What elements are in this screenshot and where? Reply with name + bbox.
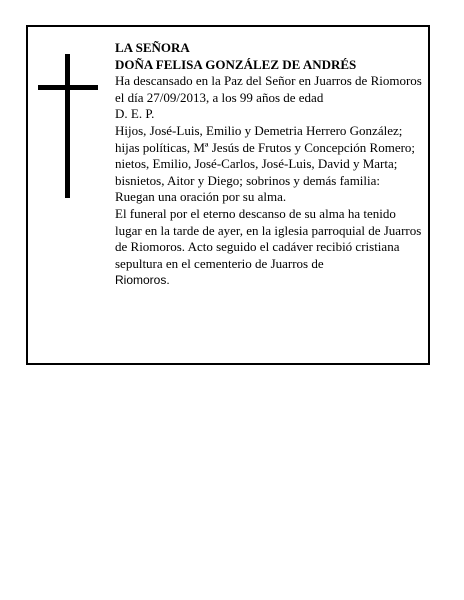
- cross-horizontal-bar: [38, 85, 98, 90]
- obituary-notice: [26, 25, 430, 365]
- cross-vertical-bar: [65, 54, 70, 198]
- announcement-text: Ha descansado en la Paz del Señor en Juarros de Riomoros el día 27/09/2013, a los 99 años de edad: [115, 73, 422, 105]
- notice-text: [115, 40, 423, 289]
- funeral-text: El funeral por el eterno descanso de su alma ha tenido lugar en la tarde de ayer, en la iglesia parroquial de Juarros de Riomoros. Acto seguido el cadáver recibió cristiana sepultura en el cementerio de Juarros de: [115, 205, 422, 271]
- prayer-text: Ruegan una oración por su alma.: [115, 189, 287, 205]
- cross-icon: [38, 54, 98, 198]
- rip-text: D. E. P.: [115, 106, 155, 122]
- deceased-name: DOÑA FELISA GONZÁLEZ DE ANDRÉS: [115, 56, 357, 72]
- funeral-text-end: Riomoros.: [115, 273, 170, 288]
- family-text: Hijos, José-Luis, Emilio y Demetria Herrero González; hijas políticas, Mª Jesús de Frutos y Concepción Romero; nietos, Emilio, José-Carlos, José-Luis, David y Marta; bisnietos, Aitor y Diego; sobrinos y demás familia:: [115, 122, 416, 188]
- heading-title: LA SEÑORA: [115, 40, 190, 55]
